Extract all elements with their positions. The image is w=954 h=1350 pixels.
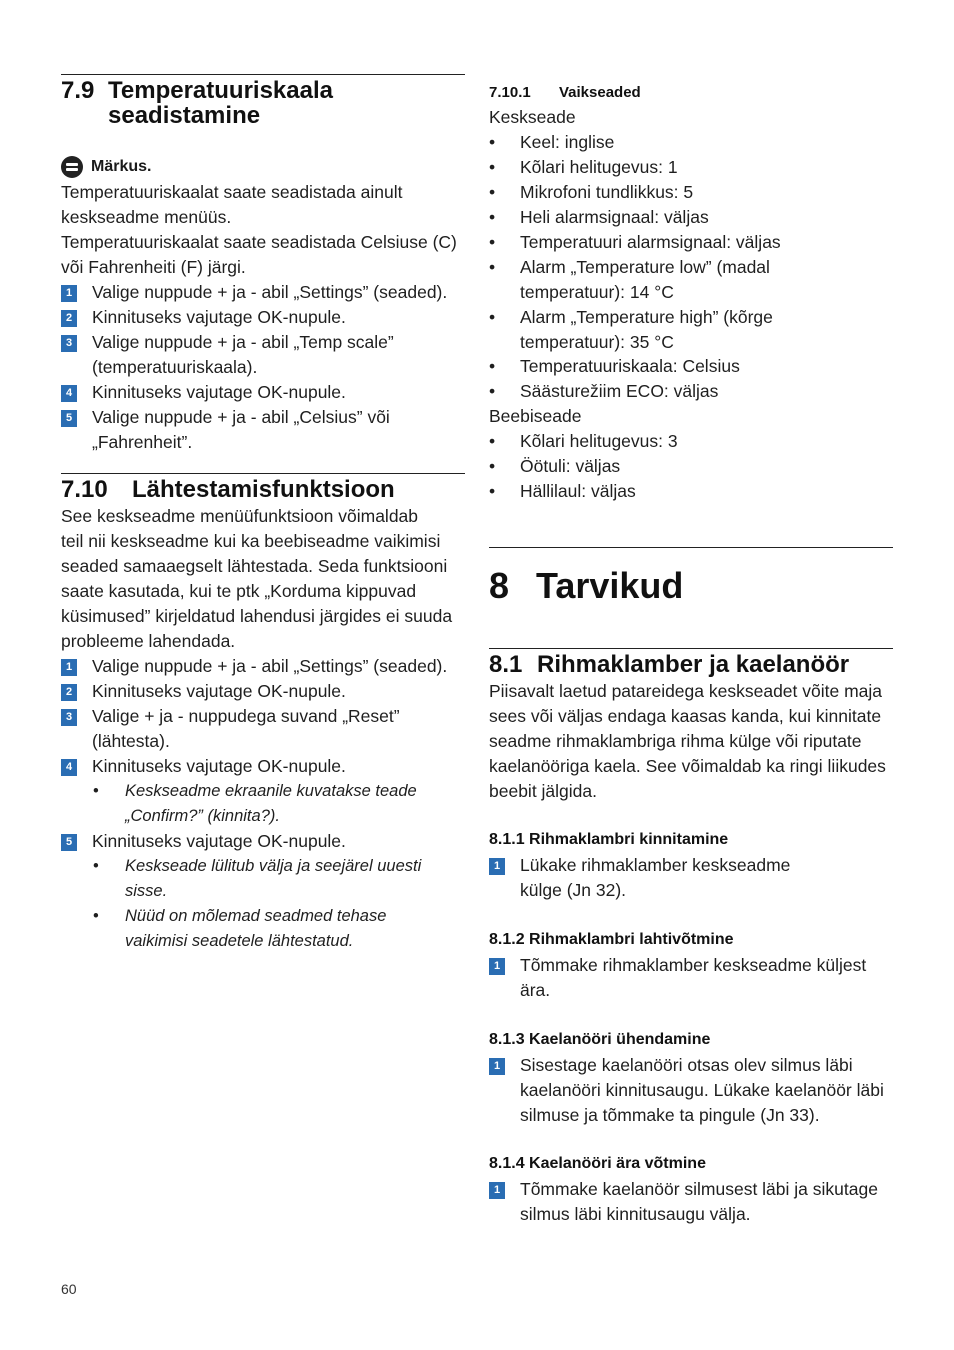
step-item bbox=[489, 1053, 893, 1128]
text-line: keskseadme menüüs. bbox=[61, 207, 232, 227]
step-item bbox=[61, 405, 465, 455]
section-heading-8-1 bbox=[489, 652, 893, 677]
subsection-heading: 8.1.4 Kaelanööri ära võtmine bbox=[489, 1155, 706, 1172]
page-number: 60 bbox=[61, 1281, 77, 1297]
section-intro bbox=[489, 679, 893, 804]
step-item bbox=[61, 654, 465, 679]
step-number-badge: 4 bbox=[61, 759, 77, 776]
step-text: Valige nuppude + ja - abil „Settings” (seaded). bbox=[92, 282, 448, 302]
subsection-number: 7.10.1 bbox=[489, 84, 531, 101]
list-item-text: Mikrofoni tundlikkus: 5 bbox=[520, 182, 694, 202]
section-heading-7-9 bbox=[61, 78, 465, 128]
step-number-badge: 1 bbox=[61, 659, 77, 676]
step-number-badge: 1 bbox=[489, 858, 505, 875]
text-line: Temperatuuriskaalat saate seadistada Celsiuse (C) bbox=[61, 232, 457, 252]
step-text: Lükake rihmaklamber keskseadme bbox=[520, 855, 791, 875]
step-text: silmuse ja tõmmake ta pingule (Jn 33). bbox=[520, 1105, 820, 1125]
step-text: külge (Jn 32). bbox=[520, 880, 627, 900]
section-divider bbox=[489, 648, 893, 649]
text-line: Temperatuuriskaalat saate seadistada ainult bbox=[61, 182, 403, 202]
step-text: silmus läbi kinnitusaugu välja. bbox=[520, 1204, 751, 1224]
step-number-badge: 3 bbox=[61, 335, 77, 352]
step-number-badge: 5 bbox=[61, 834, 77, 851]
list-item-text: Hällilaul: väljas bbox=[520, 481, 636, 501]
section-title-line2: seadistamine bbox=[108, 102, 261, 129]
step-text: Kinnituseks vajutage OK-nupule. bbox=[92, 307, 346, 327]
result-bullet bbox=[94, 779, 465, 829]
bullet-icon: • bbox=[489, 431, 496, 451]
section-intro bbox=[61, 504, 465, 654]
list-item bbox=[489, 379, 893, 404]
bullet-icon: • bbox=[489, 132, 496, 152]
section-heading-7-10 bbox=[61, 477, 465, 502]
list-item-text: Heli alarmsignaal: väljas bbox=[520, 207, 709, 227]
step-text: Tõmmake kaelanöör silmusest läbi ja sikutage bbox=[520, 1179, 878, 1199]
step-text: Kinnituseks vajutage OK-nupule. bbox=[92, 756, 346, 776]
step-text: Kinnituseks vajutage OK-nupule. bbox=[92, 831, 346, 851]
section-number: 8.1 bbox=[489, 651, 523, 678]
section-number: 7.9 bbox=[61, 77, 95, 104]
step-text: Kinnituseks vajutage OK-nupule. bbox=[92, 382, 346, 402]
chapter-divider bbox=[489, 547, 893, 548]
result-bullet bbox=[94, 904, 465, 954]
text-line: See keskseadme menüüfunktsioon võimaldab bbox=[61, 506, 419, 526]
section-number: 7.10 bbox=[61, 476, 108, 503]
list-item-text: Temperatuuri alarmsignaal: väljas bbox=[520, 232, 781, 252]
step-text: (lähtesta). bbox=[92, 731, 170, 751]
section-title: Rihmaklamber ja kaelanöör bbox=[537, 651, 850, 678]
list-item-text: Temperatuuriskaala: Celsius bbox=[520, 356, 740, 376]
step-item bbox=[61, 380, 465, 405]
list-item-text: Kõlari helitugevus: 1 bbox=[520, 157, 678, 177]
note-icon bbox=[61, 156, 83, 178]
text-line: seadme rihmaklambriga rihma külge või riputate bbox=[489, 731, 862, 751]
step-text: Sisestage kaelanööri otsas olev silmus läbi bbox=[520, 1055, 853, 1075]
result-text: Keskseade lülitub välja ja seejärel uuesti bbox=[125, 857, 422, 875]
step-text: Valige nuppude + ja - abil „Temp scale” bbox=[92, 332, 394, 352]
step-number-badge: 3 bbox=[61, 709, 77, 726]
step-item bbox=[61, 754, 465, 779]
text-line: sees või väljas endaga kaasas kanda, kui kinnitate bbox=[489, 706, 882, 726]
result-text: Keskseadme ekraanile kuvatakse teade bbox=[125, 782, 417, 800]
step-text: Valige + ja - nuppudega suvand „Reset” bbox=[92, 706, 400, 726]
bullet-icon: • bbox=[489, 356, 496, 376]
step-number-badge: 1 bbox=[489, 958, 505, 975]
result-text: sisse. bbox=[125, 882, 168, 900]
list-item-text: temperatuur): 14 °C bbox=[520, 282, 674, 302]
list-item-text: Säästurežiim ECO: väljas bbox=[520, 381, 719, 401]
text-line: beebit jälgida. bbox=[489, 781, 597, 801]
note-text bbox=[61, 180, 465, 280]
step-text: „Fahrenheit”. bbox=[92, 432, 193, 452]
bullet-icon: • bbox=[489, 207, 496, 227]
step-text: (temperatuuriskaala). bbox=[92, 357, 258, 377]
step-item bbox=[61, 330, 465, 380]
list-item bbox=[489, 130, 893, 155]
bullet-icon: • bbox=[489, 232, 496, 252]
list-item-text: temperatuur): 35 °C bbox=[520, 332, 674, 352]
chapter-title: Tarvikud bbox=[536, 565, 684, 606]
bullet-icon: • bbox=[489, 157, 496, 177]
text-line: probleeme lahendada. bbox=[61, 631, 236, 651]
list-item-text: Alarm „Temperature high” (kõrge bbox=[520, 307, 773, 327]
text-line: saate kasutada, kui te ptk „Korduma kippuvad bbox=[61, 581, 417, 601]
list-item bbox=[489, 255, 893, 305]
list-item bbox=[489, 155, 893, 180]
list-item bbox=[489, 305, 893, 355]
result-text: vaikimisi seadetele lähtestatud. bbox=[125, 932, 354, 950]
list-item bbox=[489, 429, 893, 454]
subsection-heading: 8.1.2 Rihmaklambri lahtivõtmine bbox=[489, 931, 734, 948]
text-line: kaelanööriga kaela. See võimaldab ka ringi liikudes bbox=[489, 756, 886, 776]
text-line: seaded samaaegselt lähtestada. Seda funktsiooni bbox=[61, 556, 448, 576]
bullet-icon: • bbox=[489, 257, 496, 277]
note-heading bbox=[61, 157, 151, 177]
list-item bbox=[489, 354, 893, 379]
step-item bbox=[61, 280, 465, 305]
step-text: Kinnituseks vajutage OK-nupule. bbox=[92, 681, 346, 701]
bullet-icon: • bbox=[489, 182, 496, 202]
step-number-badge: 2 bbox=[61, 684, 77, 701]
list-label: Beebiseade bbox=[489, 406, 582, 426]
text-line: teil nii keskseadme kui ka beebiseadme vaikimisi bbox=[61, 531, 441, 551]
step-item bbox=[489, 853, 893, 903]
result-bullet bbox=[94, 854, 465, 904]
list-item bbox=[489, 454, 893, 479]
list-item-text: Keel: inglise bbox=[520, 132, 615, 152]
list-item bbox=[489, 479, 893, 504]
step-text: ära. bbox=[520, 980, 551, 1000]
section-title: Lähtestamisfunktsioon bbox=[132, 476, 395, 503]
text-line: või Fahrenheiti (F) järgi. bbox=[61, 257, 246, 277]
chapter-number: 8 bbox=[489, 565, 510, 606]
step-item bbox=[61, 305, 465, 330]
section-divider bbox=[61, 473, 465, 474]
subsection-heading-7-10-1 bbox=[489, 83, 641, 103]
list-item-text: Alarm „Temperature low” (madal bbox=[520, 257, 770, 277]
subsection-title: Vaikseaded bbox=[559, 84, 641, 101]
result-text: Nüüd on mõlemad seadmed tehase bbox=[125, 907, 387, 925]
step-item bbox=[61, 829, 465, 854]
list-item-text: Kõlari helitugevus: 3 bbox=[520, 431, 678, 451]
step-number-badge: 1 bbox=[489, 1058, 505, 1075]
bullet-icon: • bbox=[489, 307, 496, 327]
note-label: Märkus. bbox=[91, 158, 152, 175]
step-number-badge: 2 bbox=[61, 310, 77, 327]
bullet-icon: • bbox=[489, 456, 496, 476]
step-text: Valige nuppude + ja - abil „Celsius” või bbox=[92, 407, 390, 427]
list-item-text: Öötuli: väljas bbox=[520, 456, 621, 476]
list-item bbox=[489, 230, 893, 255]
bullet-icon: • bbox=[489, 381, 496, 401]
bullet-icon: • bbox=[93, 907, 99, 925]
step-number-badge: 4 bbox=[61, 385, 77, 402]
bullet-icon: • bbox=[93, 782, 99, 800]
list-label: Keskseade bbox=[489, 107, 576, 127]
list-item bbox=[489, 180, 893, 205]
step-text: kaelanööri kinnitusaugu. Lükake kaelanöör läbi bbox=[520, 1080, 884, 1100]
step-text: Valige nuppude + ja - abil „Settings” (seaded). bbox=[92, 656, 448, 676]
step-number-badge: 1 bbox=[61, 285, 77, 302]
section-title: Temperatuuriskaala bbox=[108, 77, 333, 104]
step-item bbox=[489, 1177, 893, 1227]
bullet-icon: • bbox=[489, 481, 496, 501]
subsection-heading: 8.1.1 Rihmaklambri kinnitamine bbox=[489, 831, 729, 848]
list-item bbox=[489, 205, 893, 230]
chapter-heading bbox=[489, 566, 683, 606]
subsection-heading: 8.1.3 Kaelanööri ühendamine bbox=[489, 1031, 711, 1048]
step-item bbox=[61, 704, 465, 754]
text-line: Piisavalt laetud patareidega keskseadet võite maja bbox=[489, 681, 883, 701]
step-number-badge: 5 bbox=[61, 410, 77, 427]
text-line: küsimused” kirjeldatud lahendusi järgides ei suuda bbox=[61, 606, 453, 626]
step-number-badge: 1 bbox=[489, 1182, 505, 1199]
step-item bbox=[61, 679, 465, 704]
bullet-icon: • bbox=[93, 857, 99, 875]
section-divider bbox=[61, 74, 465, 75]
step-item bbox=[489, 953, 893, 1003]
result-text: „Confirm?” (kinnita?). bbox=[125, 807, 280, 825]
step-text: Tõmmake rihmaklamber keskseadme küljest bbox=[520, 955, 867, 975]
